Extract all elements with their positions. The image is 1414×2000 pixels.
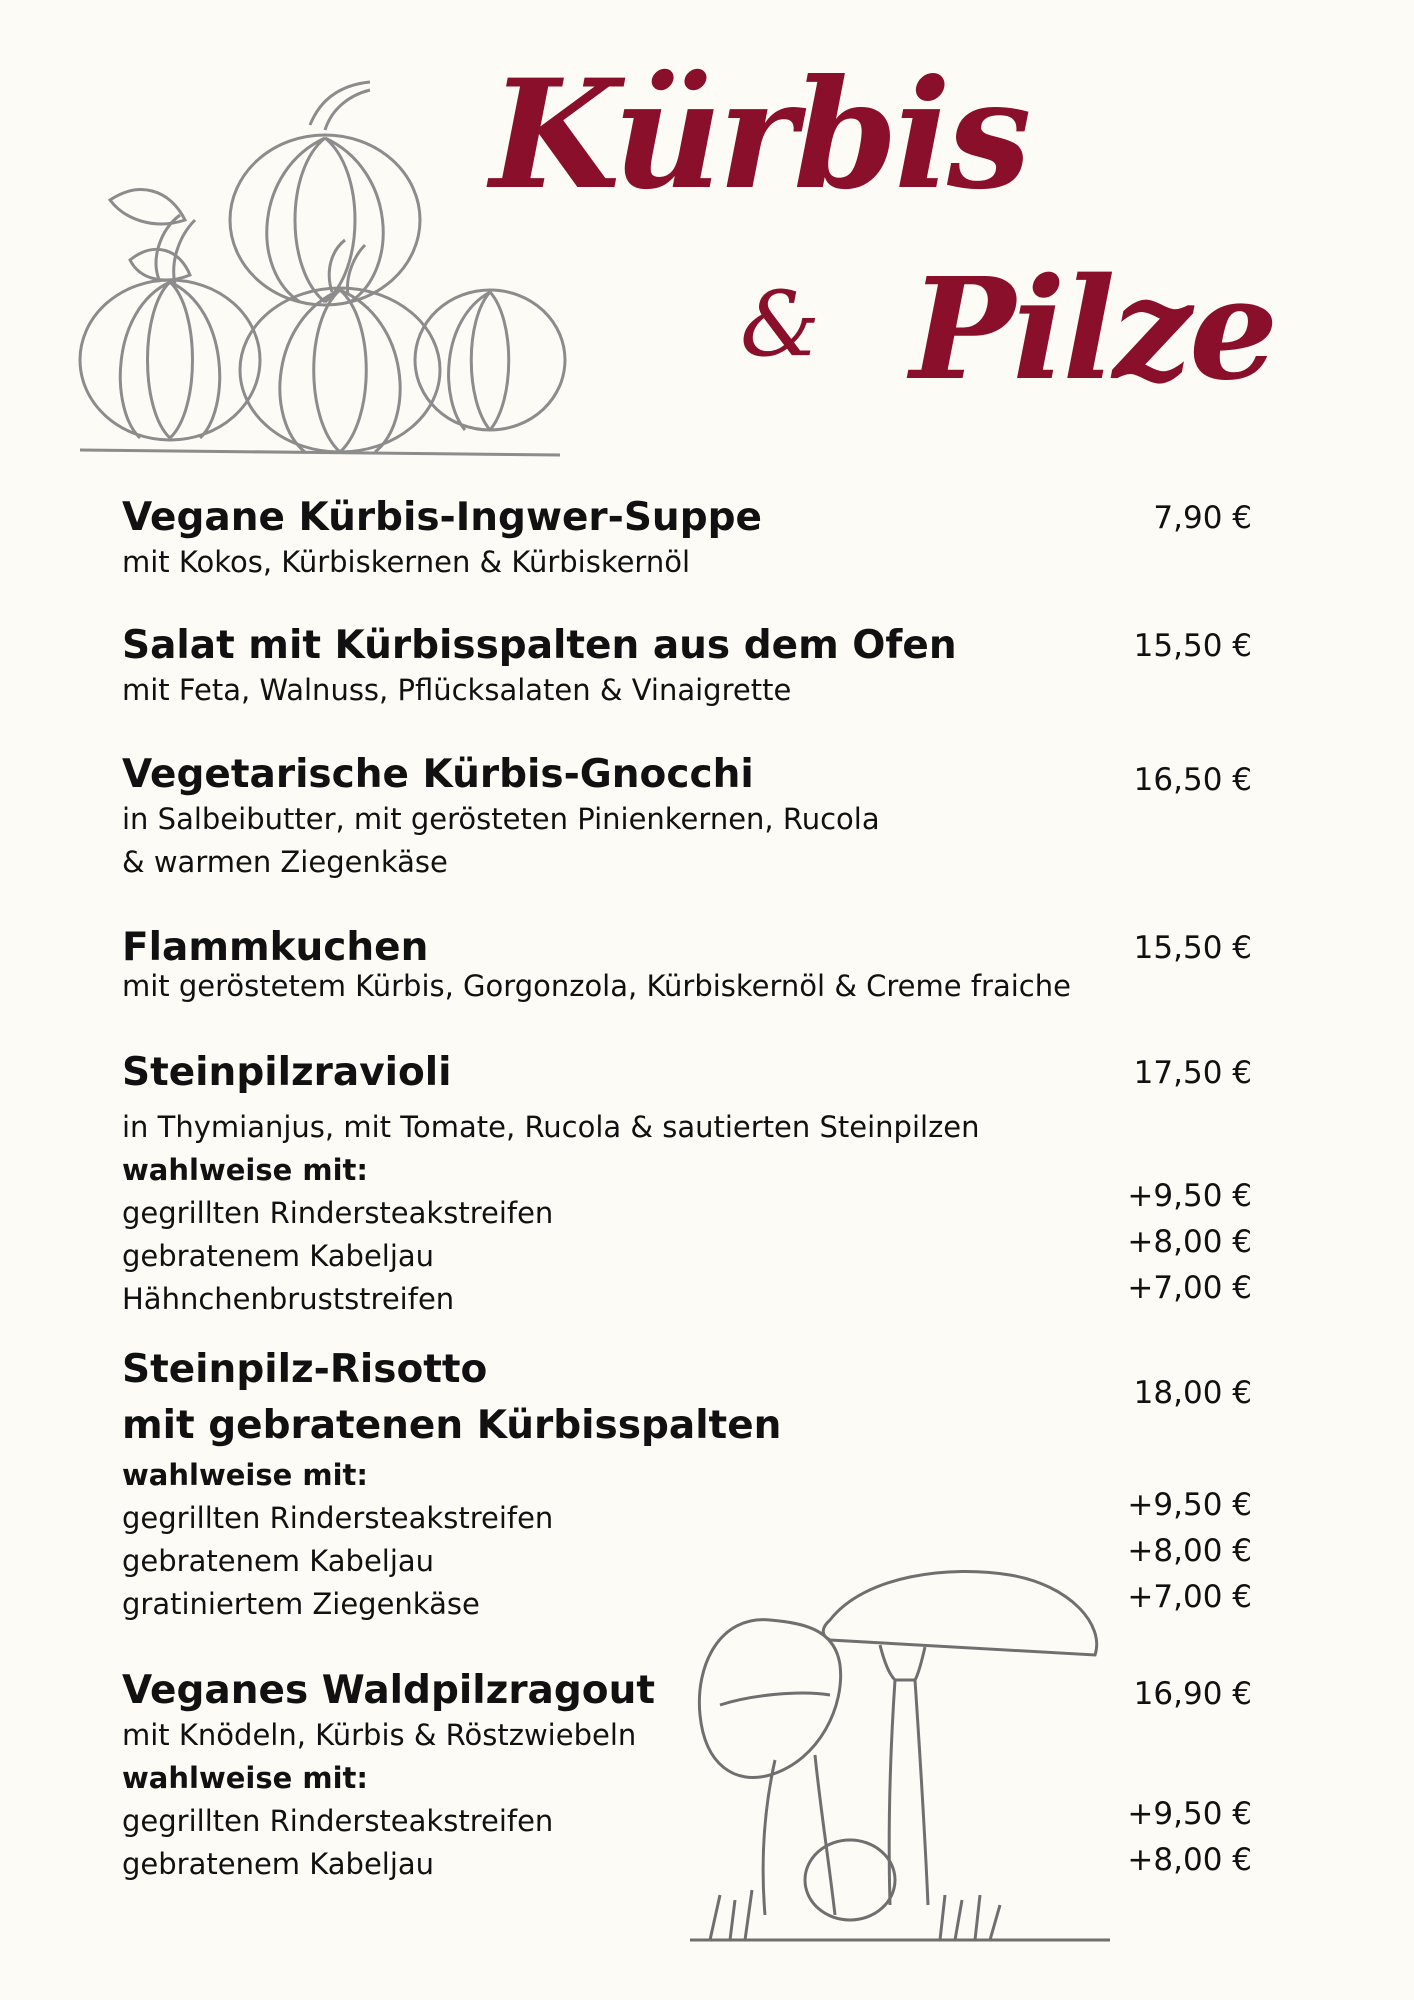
item-price: 17,50 € xyxy=(1133,1055,1252,1091)
option-price: +7,00 € xyxy=(1127,1270,1252,1306)
item-price: 15,50 € xyxy=(1133,930,1252,966)
options-label: wahlweise mit: xyxy=(122,1458,368,1492)
options-label: wahlweise mit: xyxy=(122,1153,368,1187)
option-label: Hähnchenbruststreifen xyxy=(122,1282,455,1316)
title-mushrooms: Pilze xyxy=(910,248,1276,412)
item-name: Flammkuchen xyxy=(122,925,429,970)
item-description: in Salbeibutter, mit gerösteten Pinienkernen, Rucola xyxy=(122,802,880,836)
option-price: +9,50 € xyxy=(1127,1796,1252,1832)
options-label: wahlweise mit: xyxy=(122,1761,368,1795)
menu-item xyxy=(122,752,1262,884)
option-label: gegrillten Rindersteakstreifen xyxy=(122,1501,554,1535)
option-price: +9,50 € xyxy=(1127,1487,1252,1523)
item-name: Veganes Waldpilzragout xyxy=(122,1668,655,1713)
menu-item xyxy=(122,925,1262,1001)
title-ampersand: & xyxy=(740,272,821,377)
item-name: Vegetarische Kürbis-Gnocchi xyxy=(122,752,754,797)
item-name: Salat mit Kürbisspalten aus dem Ofen xyxy=(122,623,957,668)
option-price: +8,00 € xyxy=(1127,1224,1252,1260)
menu-item xyxy=(122,495,1262,584)
item-price: 16,50 € xyxy=(1133,762,1252,798)
menu-item xyxy=(122,1668,1262,1886)
item-price: 15,50 € xyxy=(1133,628,1252,664)
item-price: 16,90 € xyxy=(1133,1676,1252,1712)
item-description: mit geröstetem Kürbis, Gorgonzola, Kürbiskernöl & Creme fraiche xyxy=(122,969,1071,1003)
item-description: mit Kokos, Kürbiskernen & Kürbiskernöl xyxy=(122,545,691,579)
item-name-line2: mit gebratenen Kürbisspalten xyxy=(122,1403,782,1448)
option-label: gebratenem Kabeljau xyxy=(122,1239,435,1273)
item-description: mit Knödeln, Kürbis & Röstzwiebeln xyxy=(122,1718,637,1752)
menu-item xyxy=(122,623,1262,712)
item-price: 18,00 € xyxy=(1133,1375,1252,1411)
title-pumpkin: Kürbis xyxy=(490,47,1028,223)
item-price: 7,90 € xyxy=(1153,500,1252,536)
item-description: & warmen Ziegenkäse xyxy=(122,845,448,879)
item-description: in Thymianjus, mit Tomate, Rucola & sautierten Steinpilzen xyxy=(122,1110,980,1144)
option-price: +8,00 € xyxy=(1127,1842,1252,1878)
option-price: +9,50 € xyxy=(1127,1178,1252,1214)
item-description: mit Feta, Walnuss, Pflücksalaten & Vinaigrette xyxy=(122,673,792,707)
option-label: gegrillten Rindersteakstreifen xyxy=(122,1804,554,1838)
item-name: Steinpilz-Risotto xyxy=(122,1347,488,1392)
option-label: gebratenem Kabeljau xyxy=(122,1847,435,1881)
option-price: +7,00 € xyxy=(1127,1579,1252,1615)
option-price: +8,00 € xyxy=(1127,1533,1252,1569)
option-label: gebratenem Kabeljau xyxy=(122,1544,435,1578)
item-name: Vegane Kürbis-Ingwer-Suppe xyxy=(122,495,762,540)
menu-item xyxy=(122,1050,1262,1321)
option-label: gratiniertem Ziegenkäse xyxy=(122,1587,480,1621)
option-label: gegrillten Rindersteakstreifen xyxy=(122,1196,554,1230)
item-name: Steinpilzravioli xyxy=(122,1050,452,1095)
